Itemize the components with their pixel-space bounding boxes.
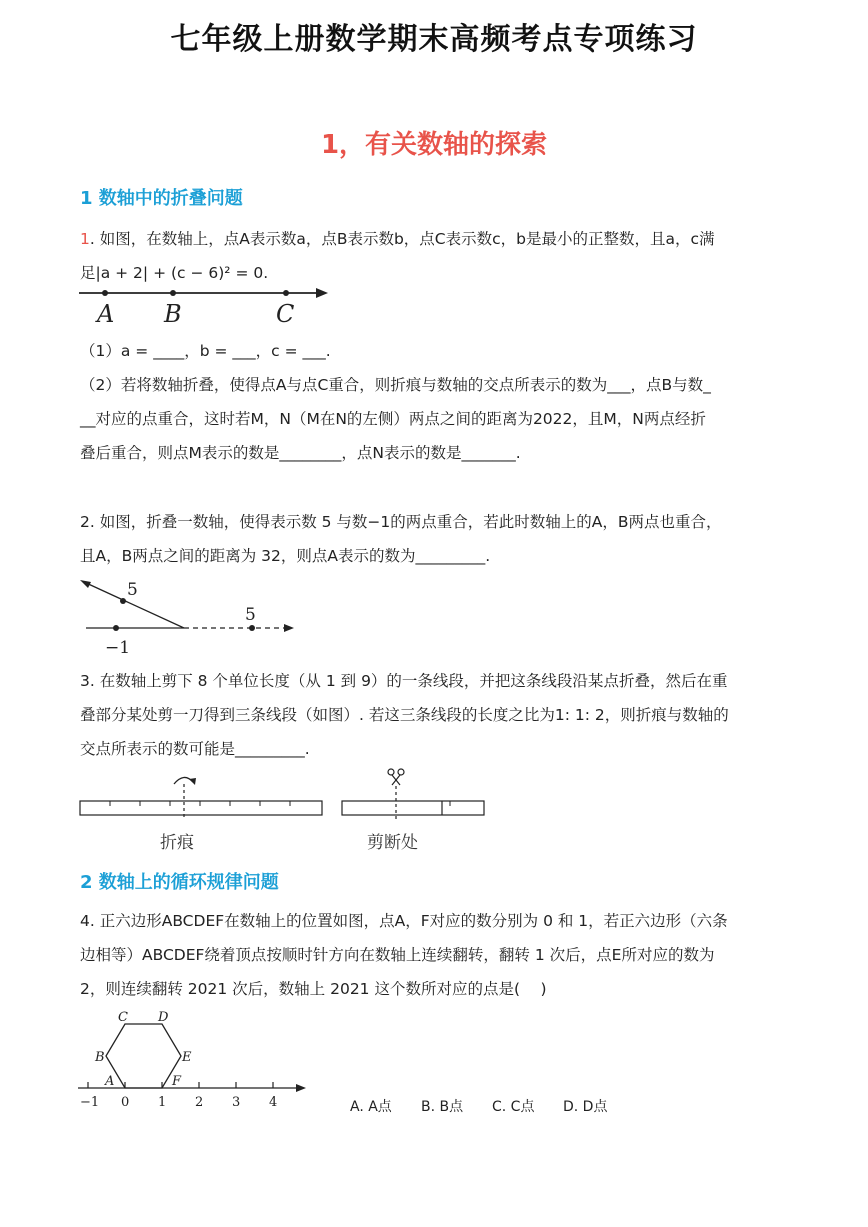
q4-option-c[interactable]: C. C点 bbox=[492, 1099, 535, 1115]
q1-point-c bbox=[283, 290, 289, 296]
q4-option-d[interactable]: D. D点 bbox=[563, 1099, 608, 1115]
q4-option-b[interactable]: B. B点 bbox=[421, 1099, 464, 1115]
q1-point-b bbox=[170, 290, 176, 296]
q4-hexagon-figure bbox=[70, 1004, 320, 1112]
scissors-icon bbox=[388, 769, 404, 785]
q1-number-line-figure bbox=[76, 284, 336, 328]
q4-tick-label: −1 bbox=[80, 1095, 100, 1110]
q3-segment-figure bbox=[76, 768, 490, 820]
question-1 bbox=[80, 222, 800, 290]
q4-label-b: B bbox=[95, 1050, 105, 1065]
q4-tick-label: 0 bbox=[121, 1095, 130, 1110]
q1-part-2-line-3: 叠后重合，则点M表示的数是________，点N表示的数是_______. bbox=[80, 444, 521, 462]
q4-label-a: A bbox=[105, 1074, 115, 1089]
section-heading-cycle: 2 数轴上的循环规律问题 bbox=[80, 872, 279, 893]
q1-part-2-line-1: （2）若将数轴折叠，使得点A与点C重合，则折痕与数轴的交点所表示的数为___，点B与数_ bbox=[80, 376, 711, 394]
q1-label-a: A bbox=[97, 300, 115, 328]
q2-label-left: −1 bbox=[105, 638, 131, 656]
q4-line-1: 4. 正六边形ABCDEF在数轴上的位置如图，点A，F对应的数分别为 0 和 1，若正六边形（六条 bbox=[80, 912, 728, 930]
q3-right-segment bbox=[342, 801, 484, 815]
q2-point-left bbox=[113, 625, 119, 631]
q4-tick-label: 3 bbox=[232, 1095, 241, 1110]
q4-axis-arrow bbox=[296, 1084, 306, 1092]
q4-line-2: 边相等）ABCDEF绕着顶点按顺时针方向在数轴上连续翻转，翻转 1 次后，点E所对应的数为 bbox=[80, 946, 715, 964]
q4-label-d: D bbox=[158, 1010, 169, 1025]
q1-parts bbox=[80, 334, 800, 470]
q3-line-1: 3. 在数轴上剪下 8 个单位长度（从 1 到 9）的一条线段，并把这条线段沿某点折叠，然后在重 bbox=[80, 672, 728, 690]
q4-line-3: 2，则连续翻转 2021 次后，数轴上 2021 这个数所对应的点是( ) bbox=[80, 980, 547, 998]
main-title: 七年级上册数学期末高频考点专项练习 bbox=[170, 22, 698, 57]
q3-line-2: 叠部分某处剪一刀得到三条线段（如图）. 若这三条线段的长度之比为1: 1: 2，则折痕与数轴的 bbox=[80, 706, 729, 724]
q2-line-1: 2. 如图，折叠一数轴，使得表示数 5 与数−1的两点重合，若此时数轴上的A，B两点也重合， bbox=[80, 513, 722, 531]
q1-label-b: B bbox=[164, 300, 182, 328]
q2-fold-figure bbox=[76, 574, 306, 656]
q2-label-upper: 5 bbox=[127, 580, 138, 600]
q4-hexagon bbox=[106, 1024, 181, 1088]
q2-point-right bbox=[249, 625, 255, 631]
q1-line-1: 1. 如图，在数轴上，点A表示数a，点B表示数b，点C表示数c，b是最小的正整数，且a，c满 bbox=[80, 230, 715, 248]
question-2 bbox=[80, 505, 800, 573]
q1-part-1: （1）a = ____，b = ___，c = ___. bbox=[80, 342, 331, 360]
section-heading-folding: 1 数轴中的折叠问题 bbox=[80, 188, 243, 209]
q4-option-a[interactable]: A. A点 bbox=[350, 1099, 392, 1115]
q2-point-upper bbox=[120, 598, 126, 604]
q3-left-segment bbox=[80, 801, 322, 815]
q4-tick-label: 1 bbox=[158, 1095, 167, 1110]
q3-fold-arc bbox=[174, 777, 193, 784]
q2-folded-ray-arrow bbox=[80, 580, 91, 588]
q3-caption-crease: 折痕 bbox=[160, 833, 194, 853]
q3-fold-arc-arrow bbox=[189, 778, 196, 785]
q2-line-2: 且A，B两点之间的距离为 32，则点A表示的数为_________. bbox=[80, 547, 491, 565]
q1-label-c: C bbox=[276, 300, 295, 328]
q4-label-e: E bbox=[182, 1050, 192, 1065]
question-3 bbox=[80, 664, 800, 766]
q2-label-right: 5 bbox=[245, 605, 256, 625]
q1-part-2-line-2: __对应的点重合，这时若M，N（M在N的左侧）两点之间的距离为2022，且M，N两点经折 bbox=[80, 410, 706, 428]
q1-line-2: 足|a + 2| + (c − 6)² = 0. bbox=[80, 264, 269, 282]
q4-label-c: C bbox=[118, 1010, 128, 1025]
q3-left-ticks bbox=[110, 801, 290, 806]
q3-caption-cut: 剪断处 bbox=[367, 833, 418, 853]
q4-tick-label: 4 bbox=[269, 1095, 278, 1110]
q1-number: 1 bbox=[80, 230, 90, 248]
q4-tick-label: 2 bbox=[195, 1095, 204, 1110]
q1-point-a bbox=[102, 290, 108, 296]
section-title: 1，有关数轴的探索 bbox=[320, 130, 548, 160]
q1-axis-arrow bbox=[316, 288, 328, 298]
question-4 bbox=[80, 904, 800, 1006]
q2-dashed-axis-arrow bbox=[284, 624, 294, 632]
q4-label-f: F bbox=[172, 1074, 182, 1089]
q3-line-3: 交点所表示的数可能是_________. bbox=[80, 740, 310, 758]
